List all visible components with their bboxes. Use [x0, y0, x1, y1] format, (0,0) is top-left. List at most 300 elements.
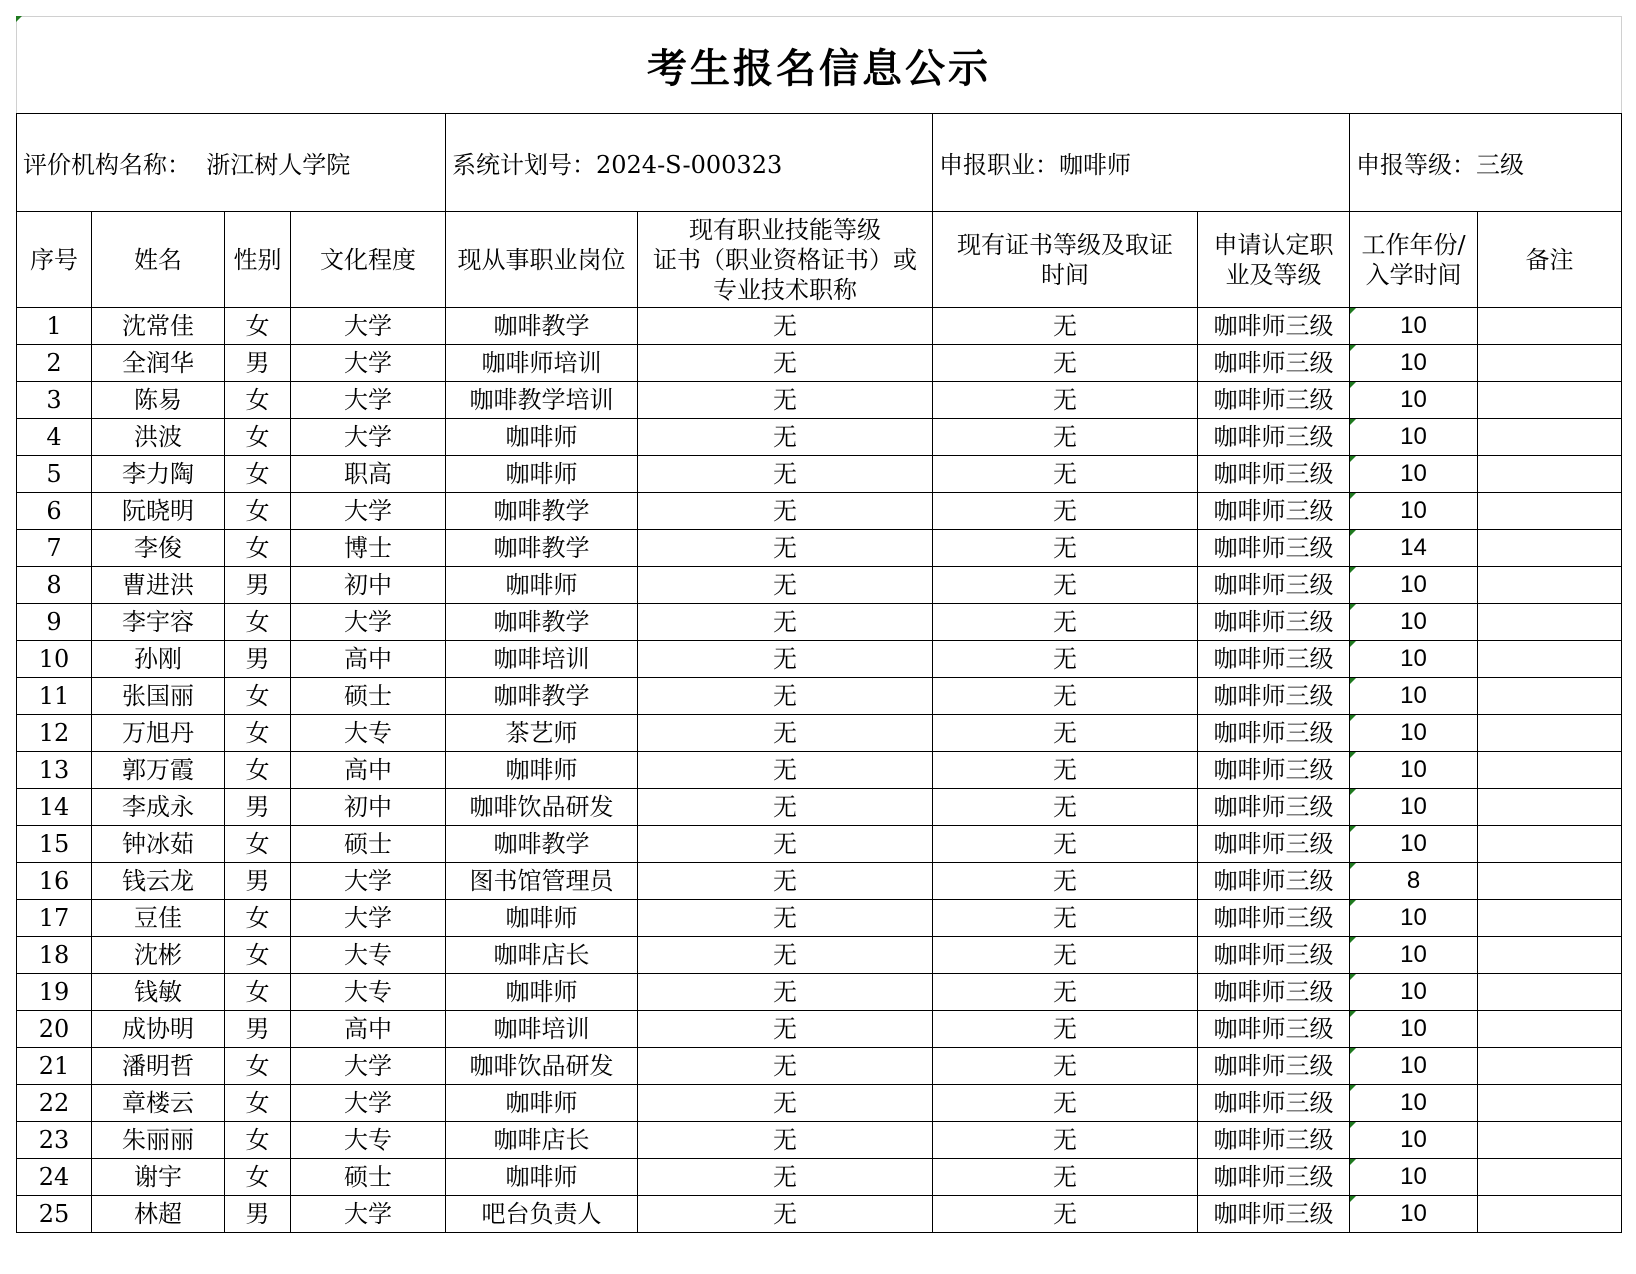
- error-indicator-icon: [1350, 641, 1356, 647]
- cell-name: 章楼云: [92, 1085, 225, 1122]
- table-row: [17, 308, 1622, 345]
- cell-skill-cert: 无: [638, 752, 933, 789]
- table-row: [17, 567, 1622, 604]
- cell-name: 成协明: [92, 1011, 225, 1048]
- table-row: [17, 1122, 1622, 1159]
- work-years-value: 10: [1400, 312, 1427, 339]
- cell-cert-level-time: 无: [933, 1196, 1198, 1233]
- table-row: [17, 641, 1622, 678]
- cell-education: 高中: [291, 1011, 446, 1048]
- cell-gender: 女: [225, 456, 291, 493]
- cell-apply-level: 咖啡师三级: [1198, 308, 1350, 345]
- cell-name: 李力陶: [92, 456, 225, 493]
- table-row: [17, 530, 1622, 567]
- cell-apply-level: 咖啡师三级: [1198, 974, 1350, 1011]
- cell-position: 咖啡师: [446, 900, 638, 937]
- cell-gender: 女: [225, 382, 291, 419]
- cell-gender: 女: [225, 604, 291, 641]
- declared-level: 申报等级：三级: [1350, 114, 1622, 212]
- cell-seq: 5: [17, 456, 92, 493]
- cell-education: 大学: [291, 1048, 446, 1085]
- table-row: [17, 456, 1622, 493]
- cell-position: 图书馆管理员: [446, 863, 638, 900]
- cell-gender: 女: [225, 1085, 291, 1122]
- cell-remark: [1478, 1196, 1622, 1233]
- table-row: [17, 382, 1622, 419]
- cell-skill-cert: 无: [638, 789, 933, 826]
- cell-gender: 女: [225, 493, 291, 530]
- table-row: [17, 1011, 1622, 1048]
- work-years-value: 10: [1400, 941, 1427, 968]
- cell-cert-level-time: 无: [933, 789, 1198, 826]
- header-cert-level-time: 现有证书等级及取证 时间: [933, 212, 1198, 308]
- cell-work-years: [1350, 826, 1478, 863]
- cell-remark: [1478, 1122, 1622, 1159]
- cell-remark: [1478, 641, 1622, 678]
- cell-apply-level: 咖啡师三级: [1198, 1048, 1350, 1085]
- error-indicator-icon: [1350, 1048, 1356, 1054]
- error-indicator-icon: [1350, 1122, 1356, 1128]
- work-years-value: 10: [1400, 349, 1427, 376]
- cell-skill-cert: 无: [638, 974, 933, 1011]
- cell-position: 咖啡师: [446, 1159, 638, 1196]
- cell-remark: [1478, 604, 1622, 641]
- cell-remark: [1478, 715, 1622, 752]
- cell-seq: 13: [17, 752, 92, 789]
- work-years-value: 10: [1400, 978, 1427, 1005]
- cell-cert-level-time: 无: [933, 493, 1198, 530]
- cell-skill-cert: 无: [638, 1122, 933, 1159]
- cell-education: 高中: [291, 752, 446, 789]
- table-row: [17, 678, 1622, 715]
- cell-gender: 女: [225, 308, 291, 345]
- error-indicator-icon: [1350, 567, 1356, 573]
- cell-name: 朱丽丽: [92, 1122, 225, 1159]
- cell-work-years: [1350, 308, 1478, 345]
- cell-cert-level-time: 无: [933, 345, 1198, 382]
- cell-seq: 20: [17, 1011, 92, 1048]
- cell-cert-level-time: 无: [933, 382, 1198, 419]
- cell-skill-cert: 无: [638, 1196, 933, 1233]
- cell-work-years: [1350, 382, 1478, 419]
- cell-seq: 24: [17, 1159, 92, 1196]
- cell-seq: 25: [17, 1196, 92, 1233]
- cell-cert-level-time: 无: [933, 937, 1198, 974]
- error-indicator-icon: [1350, 974, 1356, 980]
- work-years-value: 10: [1400, 1200, 1427, 1227]
- cell-position: 咖啡教学: [446, 678, 638, 715]
- cell-apply-level: 咖啡师三级: [1198, 1196, 1350, 1233]
- error-indicator-icon: [1350, 604, 1356, 610]
- cell-work-years: [1350, 1048, 1478, 1085]
- cell-cert-level-time: 无: [933, 678, 1198, 715]
- cell-apply-level: 咖啡师三级: [1198, 937, 1350, 974]
- cell-name: 郭万霞: [92, 752, 225, 789]
- cell-work-years: [1350, 1011, 1478, 1048]
- work-years-value: 10: [1400, 1089, 1427, 1116]
- cell-cert-level-time: 无: [933, 567, 1198, 604]
- error-indicator-icon: [1350, 1159, 1356, 1165]
- error-indicator-icon: [1350, 937, 1356, 943]
- title-row: [17, 17, 1622, 114]
- cell-skill-cert: 无: [638, 1159, 933, 1196]
- cell-apply-level: 咖啡师三级: [1198, 419, 1350, 456]
- cell-seq: 8: [17, 567, 92, 604]
- cell-name: 张国丽: [92, 678, 225, 715]
- table-row: [17, 974, 1622, 1011]
- cell-gender: 男: [225, 1196, 291, 1233]
- error-indicator-icon: [1350, 1085, 1356, 1091]
- cell-seq: 18: [17, 937, 92, 974]
- cell-gender: 女: [225, 715, 291, 752]
- cell-gender: 女: [225, 678, 291, 715]
- cell-seq: 19: [17, 974, 92, 1011]
- cell-skill-cert: 无: [638, 1048, 933, 1085]
- work-years-value: 10: [1400, 756, 1427, 783]
- cell-position: 咖啡店长: [446, 1122, 638, 1159]
- table-row: [17, 1085, 1622, 1122]
- cell-position: 咖啡教学: [446, 308, 638, 345]
- cell-remark: [1478, 456, 1622, 493]
- cell-education: 大学: [291, 382, 446, 419]
- cell-seq: 9: [17, 604, 92, 641]
- cell-apply-level: 咖啡师三级: [1198, 567, 1350, 604]
- work-years-value: 10: [1400, 497, 1427, 524]
- cell-name: 钟冰茹: [92, 826, 225, 863]
- cell-education: 大学: [291, 604, 446, 641]
- table-row: [17, 345, 1622, 382]
- work-years-value: 10: [1400, 645, 1427, 672]
- cell-skill-cert: 无: [638, 900, 933, 937]
- cell-gender: 女: [225, 1048, 291, 1085]
- cell-work-years: [1350, 567, 1478, 604]
- error-indicator-icon: [1350, 826, 1356, 832]
- header-remark: 备注: [1478, 212, 1622, 308]
- cell-seq: 12: [17, 715, 92, 752]
- cell-name: 孙刚: [92, 641, 225, 678]
- cell-gender: 男: [225, 1011, 291, 1048]
- error-indicator-icon: [1350, 863, 1356, 869]
- cell-apply-level: 咖啡师三级: [1198, 1159, 1350, 1196]
- cell-remark: [1478, 567, 1622, 604]
- cell-skill-cert: 无: [638, 382, 933, 419]
- cell-skill-cert: 无: [638, 1011, 933, 1048]
- cell-gender: 女: [225, 752, 291, 789]
- cell-position: 咖啡师: [446, 974, 638, 1011]
- error-indicator-icon: [1350, 419, 1356, 425]
- cell-work-years: [1350, 641, 1478, 678]
- cell-position: 咖啡师: [446, 419, 638, 456]
- cell-position: 咖啡店长: [446, 937, 638, 974]
- cell-position: 咖啡教学: [446, 530, 638, 567]
- cell-name: 钱云龙: [92, 863, 225, 900]
- work-years-value: 10: [1400, 793, 1427, 820]
- cell-work-years: [1350, 493, 1478, 530]
- work-years-value: 10: [1400, 571, 1427, 598]
- work-years-value: 10: [1400, 1126, 1427, 1153]
- cell-cert-level-time: 无: [933, 308, 1198, 345]
- table-row: [17, 419, 1622, 456]
- cell-skill-cert: 无: [638, 641, 933, 678]
- cell-apply-level: 咖啡师三级: [1198, 641, 1350, 678]
- cell-gender: 男: [225, 641, 291, 678]
- cell-skill-cert: 无: [638, 345, 933, 382]
- cell-gender: 女: [225, 1122, 291, 1159]
- cell-cert-level-time: 无: [933, 641, 1198, 678]
- error-indicator-icon: [16, 16, 22, 22]
- cell-position: 咖啡饮品研发: [446, 1048, 638, 1085]
- cell-gender: 女: [225, 974, 291, 1011]
- table-row: [17, 604, 1622, 641]
- cell-cert-level-time: 无: [933, 419, 1198, 456]
- header-work-years: 工作年份/ 入学时间: [1350, 212, 1478, 308]
- cell-skill-cert: 无: [638, 493, 933, 530]
- error-indicator-icon: [1350, 678, 1356, 684]
- registration-table: [16, 16, 1622, 1233]
- cell-remark: [1478, 900, 1622, 937]
- cell-name: 李宇容: [92, 604, 225, 641]
- cell-seq: 21: [17, 1048, 92, 1085]
- cell-position: 咖啡师: [446, 567, 638, 604]
- cell-work-years: [1350, 974, 1478, 1011]
- error-indicator-icon: [1350, 715, 1356, 721]
- cell-work-years: [1350, 530, 1478, 567]
- cell-skill-cert: 无: [638, 308, 933, 345]
- cell-cert-level-time: 无: [933, 752, 1198, 789]
- cell-position: 咖啡师培训: [446, 345, 638, 382]
- cell-apply-level: 咖啡师三级: [1198, 752, 1350, 789]
- cell-seq: 15: [17, 826, 92, 863]
- cell-position: 咖啡教学: [446, 604, 638, 641]
- cell-name: 沈彬: [92, 937, 225, 974]
- cell-gender: 女: [225, 826, 291, 863]
- error-indicator-icon: [1350, 900, 1356, 906]
- cell-gender: 女: [225, 1159, 291, 1196]
- cell-work-years: [1350, 937, 1478, 974]
- cell-name: 林超: [92, 1196, 225, 1233]
- error-indicator-icon: [1350, 789, 1356, 795]
- cell-remark: [1478, 345, 1622, 382]
- cell-apply-level: 咖啡师三级: [1198, 604, 1350, 641]
- error-indicator-icon: [1350, 752, 1356, 758]
- cell-gender: 女: [225, 530, 291, 567]
- error-indicator-icon: [1350, 1196, 1356, 1202]
- cell-education: 博士: [291, 530, 446, 567]
- cell-name: 万旭丹: [92, 715, 225, 752]
- cell-name: 阮晓明: [92, 493, 225, 530]
- cell-skill-cert: 无: [638, 604, 933, 641]
- cell-name: 洪波: [92, 419, 225, 456]
- cell-work-years: [1350, 1159, 1478, 1196]
- cell-work-years: [1350, 1085, 1478, 1122]
- cell-name: 沈常佳: [92, 308, 225, 345]
- cell-gender: 男: [225, 345, 291, 382]
- cell-education: 大学: [291, 345, 446, 382]
- declared-occupation: 申报职业：咖啡师: [933, 114, 1350, 212]
- cell-position: 咖啡师: [446, 456, 638, 493]
- header-name: 姓名: [92, 212, 225, 308]
- cell-apply-level: 咖啡师三级: [1198, 715, 1350, 752]
- header-row: [17, 212, 1622, 308]
- cell-remark: [1478, 308, 1622, 345]
- cell-skill-cert: 无: [638, 419, 933, 456]
- cell-work-years: [1350, 456, 1478, 493]
- work-years-value: 10: [1400, 719, 1427, 746]
- cell-skill-cert: 无: [638, 826, 933, 863]
- cell-education: 大学: [291, 308, 446, 345]
- cell-work-years: [1350, 678, 1478, 715]
- cell-skill-cert: 无: [638, 1085, 933, 1122]
- cell-remark: [1478, 493, 1622, 530]
- cell-apply-level: 咖啡师三级: [1198, 789, 1350, 826]
- cell-remark: [1478, 530, 1622, 567]
- header-skill-cert: 现有职业技能等级 证书（职业资格证书）或 专业技术职称: [638, 212, 933, 308]
- cell-remark: [1478, 382, 1622, 419]
- cell-remark: [1478, 863, 1622, 900]
- cell-skill-cert: 无: [638, 456, 933, 493]
- cell-education: 初中: [291, 567, 446, 604]
- cell-apply-level: 咖啡师三级: [1198, 1122, 1350, 1159]
- cell-apply-level: 咖啡师三级: [1198, 826, 1350, 863]
- cell-seq: 2: [17, 345, 92, 382]
- error-indicator-icon: [1350, 530, 1356, 536]
- cell-work-years: [1350, 1122, 1478, 1159]
- cell-cert-level-time: 无: [933, 715, 1198, 752]
- cell-apply-level: 咖啡师三级: [1198, 1085, 1350, 1122]
- cell-skill-cert: 无: [638, 678, 933, 715]
- cell-seq: 23: [17, 1122, 92, 1159]
- cell-seq: 7: [17, 530, 92, 567]
- cell-skill-cert: 无: [638, 715, 933, 752]
- work-years-value: 14: [1400, 534, 1427, 561]
- header-position: 现从事职业岗位: [446, 212, 638, 308]
- cell-position: 咖啡饮品研发: [446, 789, 638, 826]
- cell-apply-level: 咖啡师三级: [1198, 345, 1350, 382]
- cell-position: 咖啡师: [446, 752, 638, 789]
- cell-position: 咖啡培训: [446, 641, 638, 678]
- cell-education: 职高: [291, 456, 446, 493]
- cell-remark: [1478, 678, 1622, 715]
- cell-work-years: [1350, 419, 1478, 456]
- cell-position: 咖啡教学: [446, 493, 638, 530]
- cell-gender: 男: [225, 567, 291, 604]
- cell-education: 大专: [291, 715, 446, 752]
- cell-name: 李俊: [92, 530, 225, 567]
- cell-cert-level-time: 无: [933, 863, 1198, 900]
- cell-name: 全润华: [92, 345, 225, 382]
- cell-apply-level: 咖啡师三级: [1198, 900, 1350, 937]
- work-years-value: 10: [1400, 1163, 1427, 1190]
- table-row: [17, 900, 1622, 937]
- cell-cert-level-time: 无: [933, 1011, 1198, 1048]
- cell-cert-level-time: 无: [933, 974, 1198, 1011]
- table-row: [17, 826, 1622, 863]
- cell-education: 大学: [291, 1085, 446, 1122]
- cell-cert-level-time: 无: [933, 900, 1198, 937]
- cell-education: 大专: [291, 1122, 446, 1159]
- cell-education: 大学: [291, 1196, 446, 1233]
- cell-skill-cert: 无: [638, 863, 933, 900]
- cell-gender: 男: [225, 789, 291, 826]
- cell-apply-level: 咖啡师三级: [1198, 530, 1350, 567]
- work-years-value: 10: [1400, 1052, 1427, 1079]
- cell-remark: [1478, 1048, 1622, 1085]
- cell-position: 吧台负责人: [446, 1196, 638, 1233]
- cell-remark: [1478, 752, 1622, 789]
- cell-education: 大学: [291, 419, 446, 456]
- table-row: [17, 752, 1622, 789]
- cell-work-years: [1350, 1196, 1478, 1233]
- table-row: [17, 789, 1622, 826]
- cell-name: 豆佳: [92, 900, 225, 937]
- cell-seq: 4: [17, 419, 92, 456]
- cell-cert-level-time: 无: [933, 1085, 1198, 1122]
- cell-education: 大学: [291, 863, 446, 900]
- cell-skill-cert: 无: [638, 530, 933, 567]
- header-seq: 序号: [17, 212, 92, 308]
- cell-education: 大专: [291, 937, 446, 974]
- cell-work-years: [1350, 900, 1478, 937]
- work-years-value: 8: [1406, 867, 1421, 894]
- cell-cert-level-time: 无: [933, 456, 1198, 493]
- cell-seq: 22: [17, 1085, 92, 1122]
- table-row: [17, 493, 1622, 530]
- error-indicator-icon: [1350, 1011, 1356, 1017]
- cell-cert-level-time: 无: [933, 530, 1198, 567]
- cell-cert-level-time: 无: [933, 1122, 1198, 1159]
- cell-seq: 14: [17, 789, 92, 826]
- cell-remark: [1478, 974, 1622, 1011]
- cell-gender: 女: [225, 937, 291, 974]
- cell-cert-level-time: 无: [933, 604, 1198, 641]
- cell-work-years: [1350, 604, 1478, 641]
- cell-name: 曹进洪: [92, 567, 225, 604]
- cell-remark: [1478, 1085, 1622, 1122]
- table-row: [17, 1048, 1622, 1085]
- work-years-value: 10: [1400, 423, 1427, 450]
- work-years-value: 10: [1400, 386, 1427, 413]
- work-years-value: 10: [1400, 904, 1427, 931]
- cell-name: 钱敏: [92, 974, 225, 1011]
- cell-apply-level: 咖啡师三级: [1198, 382, 1350, 419]
- cell-education: 高中: [291, 641, 446, 678]
- table-row: [17, 863, 1622, 900]
- cell-name: 陈易: [92, 382, 225, 419]
- work-years-value: 10: [1400, 608, 1427, 635]
- table-row: [17, 937, 1622, 974]
- cell-remark: [1478, 1011, 1622, 1048]
- table-row: [17, 1196, 1622, 1233]
- error-indicator-icon: [1350, 345, 1356, 351]
- error-indicator-icon: [1350, 456, 1356, 462]
- cell-gender: 女: [225, 900, 291, 937]
- plan-number: 系统计划号：2024-S-000323: [446, 114, 933, 212]
- cell-position: 咖啡教学: [446, 826, 638, 863]
- cell-education: 大学: [291, 900, 446, 937]
- table-row: [17, 1159, 1622, 1196]
- header-gender: 性别: [225, 212, 291, 308]
- cell-position: 茶艺师: [446, 715, 638, 752]
- cell-seq: 17: [17, 900, 92, 937]
- cell-position: 咖啡师: [446, 1085, 638, 1122]
- cell-gender: 男: [225, 863, 291, 900]
- header-apply-level: 申请认定职 业及等级: [1198, 212, 1350, 308]
- cell-seq: 1: [17, 308, 92, 345]
- cell-apply-level: 咖啡师三级: [1198, 863, 1350, 900]
- error-indicator-icon: [1350, 382, 1356, 388]
- cell-apply-level: 咖啡师三级: [1198, 678, 1350, 715]
- cell-seq: 6: [17, 493, 92, 530]
